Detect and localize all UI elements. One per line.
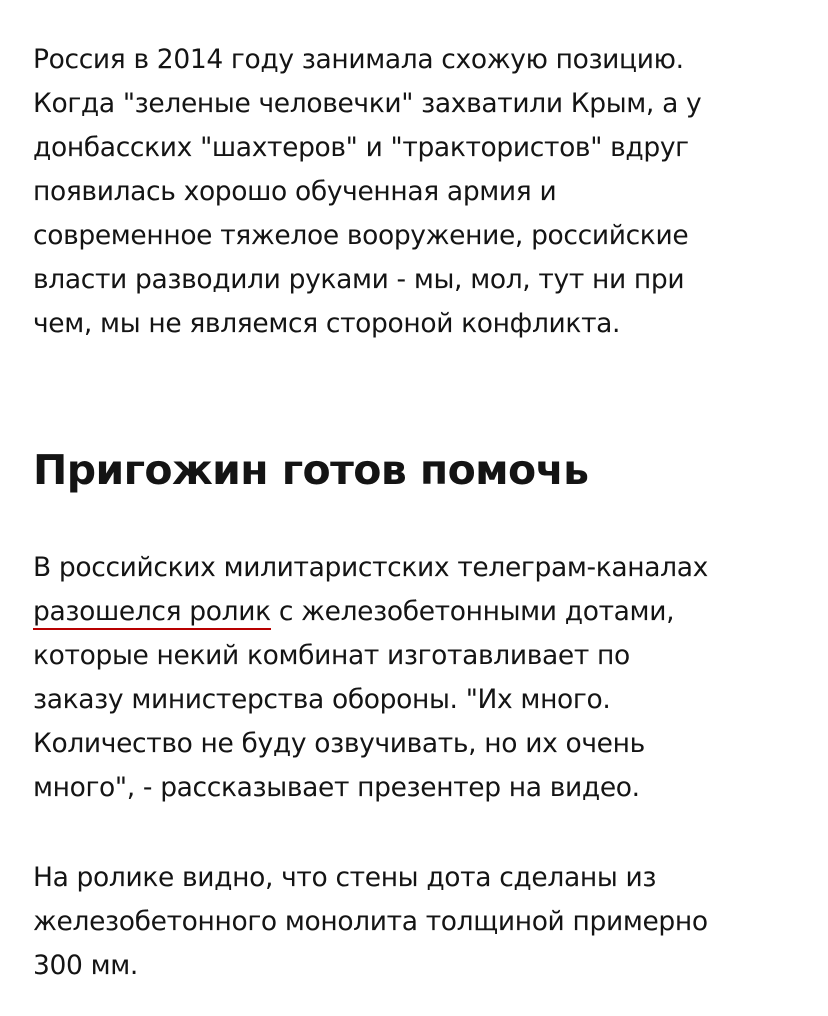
video-link[interactable]: разошелся ролик	[33, 596, 271, 630]
section-heading: Пригожин готов помочь	[33, 446, 589, 494]
text-line-rest: с железобетонными дотами,	[270, 596, 675, 627]
text-line: Когда "зеленые человечки" захватили Крым, а у	[33, 88, 702, 119]
text-line: заказу министерства обороны. "Их много.	[33, 684, 611, 715]
text-line: Количество не буду озвучивать, но их очень	[33, 728, 645, 759]
text-line: много", - рассказывает презентер на видео.	[33, 772, 640, 803]
text-line: появилась хорошо обученная армия и	[33, 176, 557, 207]
text-line: железобетонного монолита толщиной примерно	[33, 906, 708, 937]
text-line: власти разводили руками - мы, мол, тут ни при	[33, 264, 685, 295]
text-line: 300 мм.	[33, 950, 138, 981]
text-line: В российских милитаристских телеграм-каналах	[33, 552, 708, 583]
text-line: донбасских "шахтеров" и "трактористов" вдруг	[33, 132, 689, 163]
text-line	[33, 590, 674, 634]
text-line: которые некий комбинат изготавливает по	[33, 640, 630, 671]
text-line: На ролике видно, что стены дота сделаны из	[33, 862, 657, 893]
text-line: Россия в 2014 году занимала схожую позицию.	[33, 44, 684, 75]
text-line: современное тяжелое вооружение, российские	[33, 220, 689, 251]
text-line: чем, мы не являемся стороной конфликта.	[33, 308, 621, 339]
